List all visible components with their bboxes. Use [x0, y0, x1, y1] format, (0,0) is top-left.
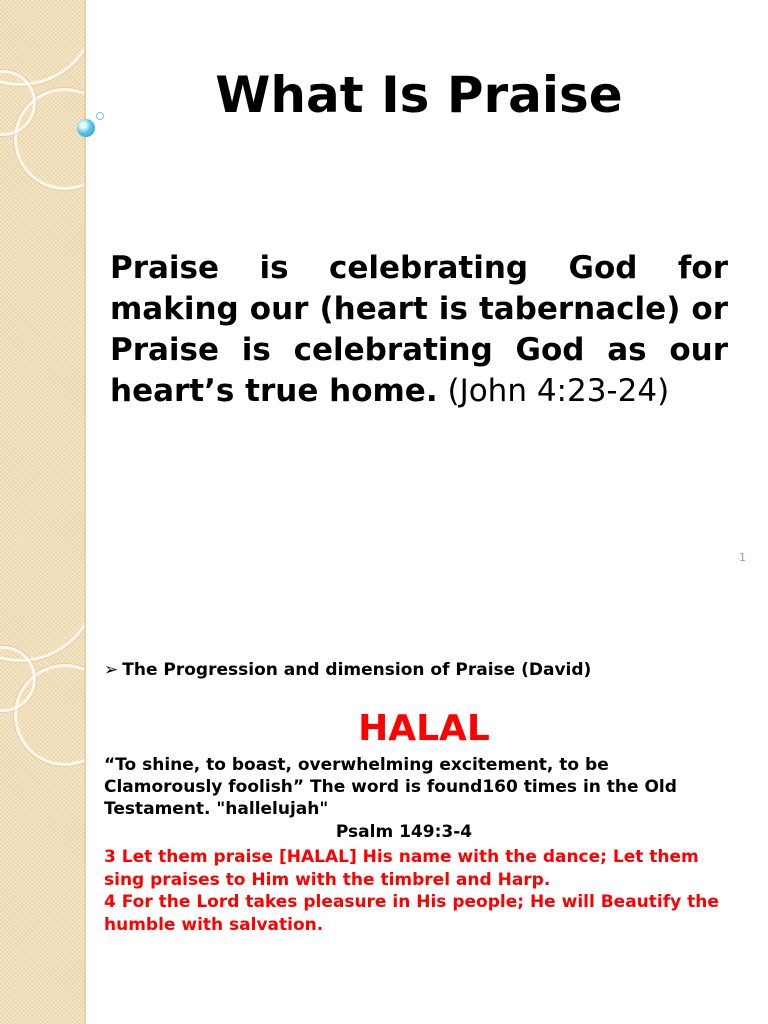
bullet-text: The Progression and dimension of Praise (David) — [122, 660, 592, 680]
slide-title: What Is Praise — [215, 66, 623, 124]
scripture-reference: (John 4:23-24) — [447, 373, 670, 409]
bullet-item — [104, 660, 591, 680]
small-bead-icon — [96, 112, 104, 120]
arrow-bullet-icon: ➢ — [104, 660, 119, 680]
blue-bead-icon — [77, 119, 95, 137]
praise-definition — [110, 248, 728, 412]
psalm-reference: Psalm 149:3-4 — [335, 822, 473, 842]
halal-heading: HALAL — [358, 708, 490, 749]
verse-3: 3 Let them praise [HALAL] His name with the dance; Let them sing praises to Him with the timbrel and Harp. — [104, 847, 699, 890]
praise-definition-text: Praise is celebrating God for making our (heart is tabernacle) or Praise is celebrating God as our heart’s true home. — [110, 250, 728, 409]
page-number: 1 — [739, 551, 746, 564]
decorative-side-strip — [0, 0, 86, 576]
psalm-verses — [104, 846, 724, 936]
slide-2 — [0, 576, 768, 1024]
verse-4: 4 For the Lord takes pleasure in His people; He will Beautify the humble with salvation. — [104, 892, 719, 935]
halal-definition: “To shine, to boast, overwhelming excitement, to be Clamorously foolish” The word is found160 times in the Old Testament. "hallelujah" — [104, 755, 677, 819]
decorative-side-strip — [0, 576, 86, 1024]
